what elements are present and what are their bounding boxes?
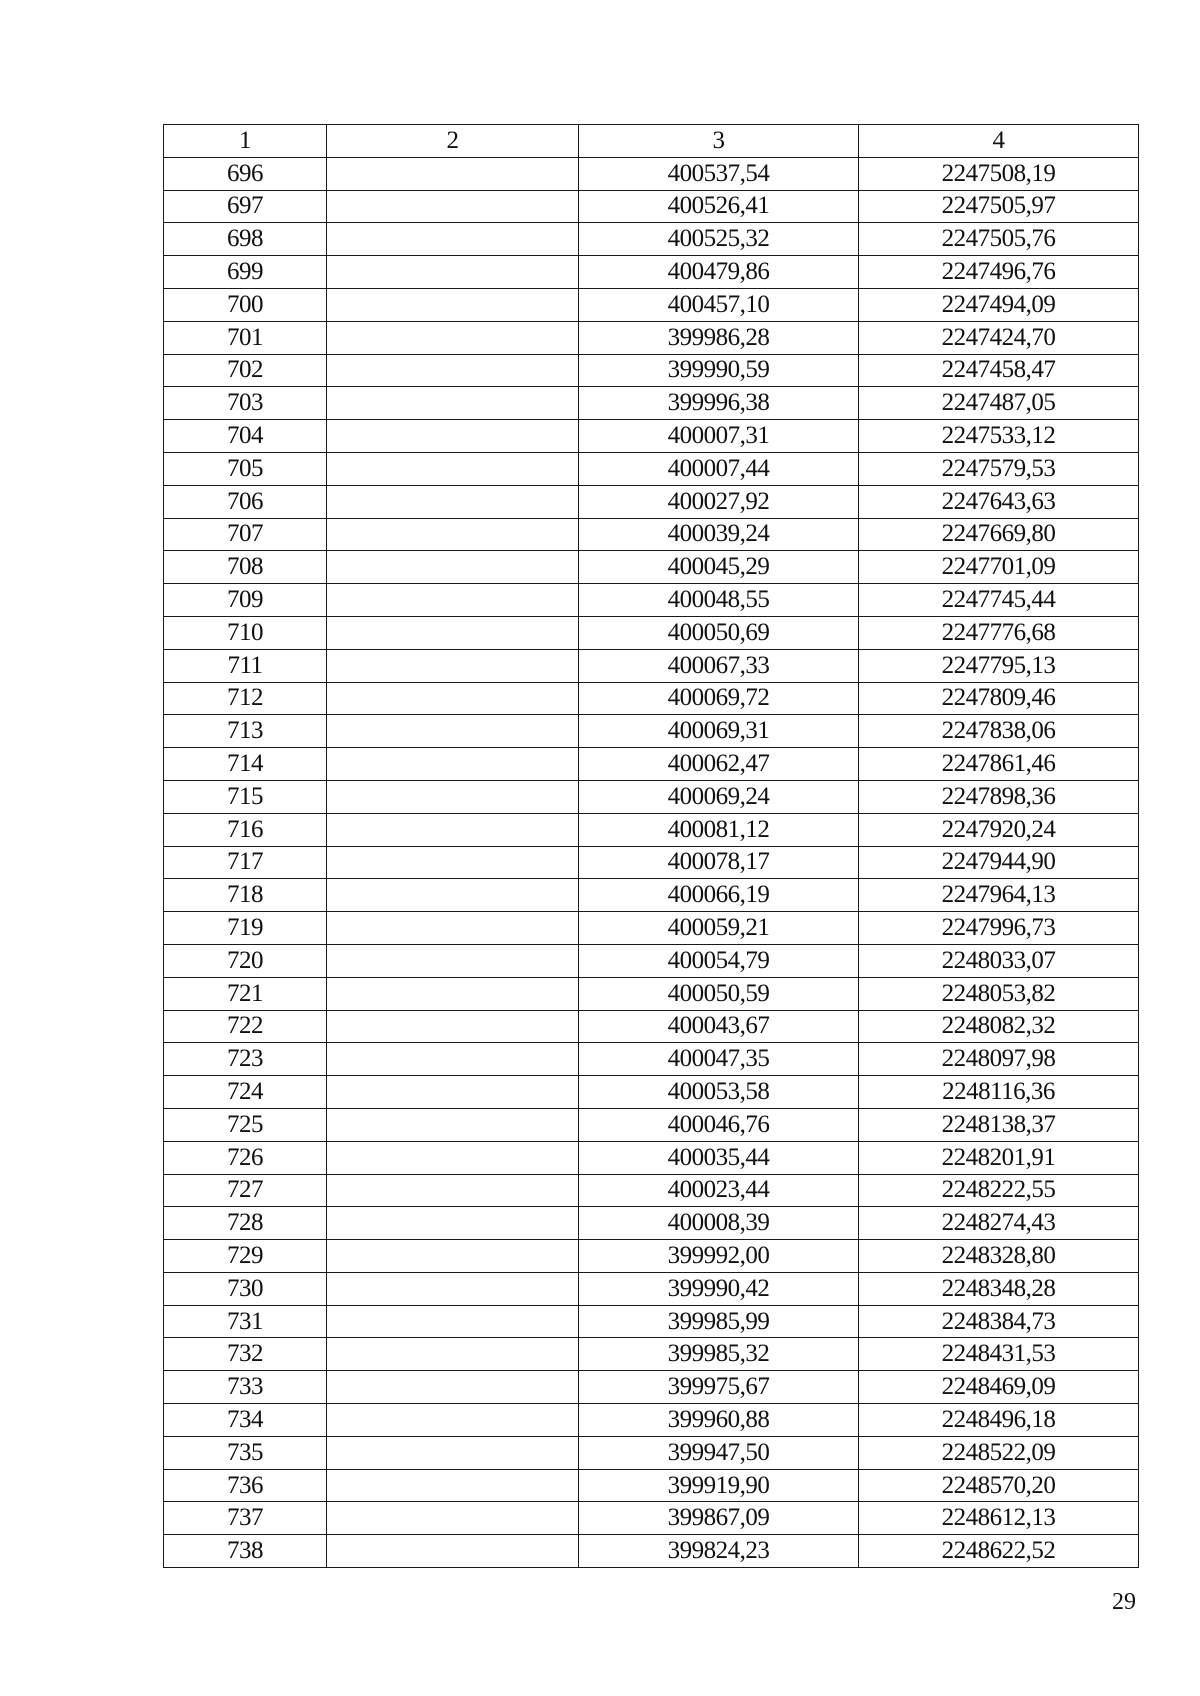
table-row (164, 977, 1139, 1010)
point-number-cell: 730 (164, 1272, 327, 1305)
x-coordinate-cell: 400023,44 (579, 1174, 859, 1207)
y-coordinate-cell: 2248082,32 (859, 1010, 1139, 1043)
x-coordinate-cell: 400059,21 (579, 912, 859, 945)
description-cell (327, 518, 579, 551)
point-number-cell: 716 (164, 813, 327, 846)
point-number-cell: 708 (164, 551, 327, 584)
y-coordinate-cell: 2248222,55 (859, 1174, 1139, 1207)
description-cell (327, 715, 579, 748)
y-coordinate-cell: 2247505,97 (859, 190, 1139, 223)
description-cell (327, 616, 579, 649)
table-row (164, 387, 1139, 420)
y-coordinate-cell: 2247838,06 (859, 715, 1139, 748)
description-cell (327, 682, 579, 715)
x-coordinate-cell: 400053,58 (579, 1076, 859, 1109)
table-row (164, 616, 1139, 649)
description-cell (327, 1535, 579, 1568)
y-coordinate-cell: 2247861,46 (859, 748, 1139, 781)
description-cell (327, 190, 579, 223)
y-coordinate-cell: 2247944,90 (859, 846, 1139, 879)
point-number-cell: 724 (164, 1076, 327, 1109)
description-cell (327, 1305, 579, 1338)
description-cell (327, 420, 579, 453)
point-number-cell: 705 (164, 452, 327, 485)
table-row (164, 157, 1139, 190)
table-row (164, 748, 1139, 781)
y-coordinate-cell: 2247487,05 (859, 387, 1139, 420)
x-coordinate-cell: 399986,28 (579, 321, 859, 354)
point-number-cell: 737 (164, 1502, 327, 1535)
point-number-cell: 727 (164, 1174, 327, 1207)
x-coordinate-cell: 399985,32 (579, 1338, 859, 1371)
table-row (164, 780, 1139, 813)
point-number-cell: 723 (164, 1043, 327, 1076)
description-cell (327, 748, 579, 781)
point-number-cell: 732 (164, 1338, 327, 1371)
point-number-cell: 728 (164, 1207, 327, 1240)
y-coordinate-cell: 2247776,68 (859, 616, 1139, 649)
x-coordinate-cell: 400069,72 (579, 682, 859, 715)
point-number-cell: 709 (164, 584, 327, 617)
x-coordinate-cell: 400069,24 (579, 780, 859, 813)
description-cell (327, 354, 579, 387)
description-cell (327, 1469, 579, 1502)
table-row (164, 256, 1139, 289)
x-coordinate-cell: 400062,47 (579, 748, 859, 781)
x-coordinate-cell: 400007,44 (579, 452, 859, 485)
x-coordinate-cell: 400067,33 (579, 649, 859, 682)
description-cell (327, 944, 579, 977)
page-number: 29 (1112, 1589, 1136, 1615)
y-coordinate-cell: 2248201,91 (859, 1141, 1139, 1174)
table-header-row (164, 125, 1139, 158)
y-coordinate-cell: 2247920,24 (859, 813, 1139, 846)
x-coordinate-cell: 399919,90 (579, 1469, 859, 1502)
y-coordinate-cell: 2248612,13 (859, 1502, 1139, 1535)
point-number-cell: 706 (164, 485, 327, 518)
table-row (164, 518, 1139, 551)
point-number-cell: 736 (164, 1469, 327, 1502)
y-coordinate-cell: 2248496,18 (859, 1404, 1139, 1437)
description-cell (327, 321, 579, 354)
column-header-4: 4 (859, 125, 1139, 158)
description-cell (327, 256, 579, 289)
table-row (164, 1502, 1139, 1535)
x-coordinate-cell: 400047,35 (579, 1043, 859, 1076)
point-number-cell: 704 (164, 420, 327, 453)
point-number-cell: 734 (164, 1404, 327, 1437)
point-number-cell: 719 (164, 912, 327, 945)
point-number-cell: 700 (164, 288, 327, 321)
description-cell (327, 551, 579, 584)
description-cell (327, 1502, 579, 1535)
description-cell (327, 1207, 579, 1240)
y-coordinate-cell: 2247996,73 (859, 912, 1139, 945)
x-coordinate-cell: 400050,59 (579, 977, 859, 1010)
point-number-cell: 722 (164, 1010, 327, 1043)
y-coordinate-cell: 2248570,20 (859, 1469, 1139, 1502)
x-coordinate-cell: 399824,23 (579, 1535, 859, 1568)
point-number-cell: 717 (164, 846, 327, 879)
x-coordinate-cell: 400039,24 (579, 518, 859, 551)
point-number-cell: 718 (164, 879, 327, 912)
point-number-cell: 712 (164, 682, 327, 715)
y-coordinate-cell: 2247745,44 (859, 584, 1139, 617)
point-number-cell: 725 (164, 1108, 327, 1141)
column-header-3: 3 (579, 125, 859, 158)
y-coordinate-cell: 2248348,28 (859, 1272, 1139, 1305)
y-coordinate-cell: 2247508,19 (859, 157, 1139, 190)
x-coordinate-cell: 400008,39 (579, 1207, 859, 1240)
description-cell (327, 846, 579, 879)
x-coordinate-cell: 400050,69 (579, 616, 859, 649)
y-coordinate-cell: 2248116,36 (859, 1076, 1139, 1109)
y-coordinate-cell: 2247643,63 (859, 485, 1139, 518)
description-cell (327, 1174, 579, 1207)
x-coordinate-cell: 399947,50 (579, 1436, 859, 1469)
x-coordinate-cell: 400027,92 (579, 485, 859, 518)
x-coordinate-cell: 400537,54 (579, 157, 859, 190)
description-cell (327, 157, 579, 190)
point-number-cell: 726 (164, 1141, 327, 1174)
x-coordinate-cell: 399985,99 (579, 1305, 859, 1338)
y-coordinate-cell: 2247809,46 (859, 682, 1139, 715)
table-row (164, 1535, 1139, 1568)
x-coordinate-cell: 400081,12 (579, 813, 859, 846)
point-number-cell: 699 (164, 256, 327, 289)
table-row (164, 1141, 1139, 1174)
x-coordinate-cell: 400045,29 (579, 551, 859, 584)
table-row (164, 846, 1139, 879)
y-coordinate-cell: 2248622,52 (859, 1535, 1139, 1568)
description-cell (327, 1141, 579, 1174)
x-coordinate-cell: 399992,00 (579, 1240, 859, 1273)
table-row (164, 485, 1139, 518)
point-number-cell: 729 (164, 1240, 327, 1273)
x-coordinate-cell: 400457,10 (579, 288, 859, 321)
x-coordinate-cell: 399960,88 (579, 1404, 859, 1437)
x-coordinate-cell: 399996,38 (579, 387, 859, 420)
description-cell (327, 485, 579, 518)
y-coordinate-cell: 2248274,43 (859, 1207, 1139, 1240)
description-cell (327, 977, 579, 1010)
table-row (164, 1338, 1139, 1371)
table-row (164, 551, 1139, 584)
table-row (164, 190, 1139, 223)
table-row (164, 1108, 1139, 1141)
point-number-cell: 714 (164, 748, 327, 781)
point-number-cell: 697 (164, 190, 327, 223)
y-coordinate-cell: 2248097,98 (859, 1043, 1139, 1076)
point-number-cell: 735 (164, 1436, 327, 1469)
x-coordinate-cell: 400035,44 (579, 1141, 859, 1174)
y-coordinate-cell: 2247505,76 (859, 223, 1139, 256)
description-cell (327, 1010, 579, 1043)
table-row (164, 944, 1139, 977)
description-cell (327, 1272, 579, 1305)
y-coordinate-cell: 2248053,82 (859, 977, 1139, 1010)
table-row (164, 1076, 1139, 1109)
description-cell (327, 912, 579, 945)
x-coordinate-cell: 400043,67 (579, 1010, 859, 1043)
description-cell (327, 1240, 579, 1273)
table-row (164, 1207, 1139, 1240)
table-row (164, 682, 1139, 715)
point-number-cell: 738 (164, 1535, 327, 1568)
x-coordinate-cell: 400066,19 (579, 879, 859, 912)
point-number-cell: 703 (164, 387, 327, 420)
x-coordinate-cell: 399990,59 (579, 354, 859, 387)
description-cell (327, 813, 579, 846)
x-coordinate-cell: 400007,31 (579, 420, 859, 453)
point-number-cell: 710 (164, 616, 327, 649)
description-cell (327, 584, 579, 617)
x-coordinate-cell: 399975,67 (579, 1371, 859, 1404)
description-cell (327, 452, 579, 485)
point-number-cell: 711 (164, 649, 327, 682)
y-coordinate-cell: 2247496,76 (859, 256, 1139, 289)
y-coordinate-cell: 2247579,53 (859, 452, 1139, 485)
y-coordinate-cell: 2248469,09 (859, 1371, 1139, 1404)
y-coordinate-cell: 2248431,53 (859, 1338, 1139, 1371)
table-row (164, 354, 1139, 387)
table-row (164, 1043, 1139, 1076)
table-row (164, 1305, 1139, 1338)
description-cell (327, 1108, 579, 1141)
table-row (164, 1010, 1139, 1043)
y-coordinate-cell: 2248033,07 (859, 944, 1139, 977)
table-row (164, 912, 1139, 945)
column-header-1: 1 (164, 125, 327, 158)
x-coordinate-cell: 400078,17 (579, 846, 859, 879)
x-coordinate-cell: 400069,31 (579, 715, 859, 748)
description-cell (327, 649, 579, 682)
point-number-cell: 720 (164, 944, 327, 977)
table-row (164, 879, 1139, 912)
y-coordinate-cell: 2247964,13 (859, 879, 1139, 912)
point-number-cell: 698 (164, 223, 327, 256)
description-cell (327, 288, 579, 321)
point-number-cell: 696 (164, 157, 327, 190)
table-row (164, 584, 1139, 617)
y-coordinate-cell: 2247898,36 (859, 780, 1139, 813)
description-cell (327, 1043, 579, 1076)
description-cell (327, 387, 579, 420)
description-cell (327, 1371, 579, 1404)
point-number-cell: 715 (164, 780, 327, 813)
x-coordinate-cell: 400048,55 (579, 584, 859, 617)
point-number-cell: 731 (164, 1305, 327, 1338)
description-cell (327, 223, 579, 256)
table-row (164, 1272, 1139, 1305)
column-header-2: 2 (327, 125, 579, 158)
table-row (164, 1174, 1139, 1207)
x-coordinate-cell: 400054,79 (579, 944, 859, 977)
table-row (164, 288, 1139, 321)
x-coordinate-cell: 400525,32 (579, 223, 859, 256)
table-row (164, 452, 1139, 485)
point-number-cell: 733 (164, 1371, 327, 1404)
description-cell (327, 879, 579, 912)
y-coordinate-cell: 2247424,70 (859, 321, 1139, 354)
table-row (164, 420, 1139, 453)
y-coordinate-cell: 2247458,47 (859, 354, 1139, 387)
x-coordinate-cell: 399867,09 (579, 1502, 859, 1535)
point-number-cell: 702 (164, 354, 327, 387)
point-number-cell: 701 (164, 321, 327, 354)
table-row (164, 223, 1139, 256)
description-cell (327, 780, 579, 813)
table-row (164, 1469, 1139, 1502)
y-coordinate-cell: 2247669,80 (859, 518, 1139, 551)
table-row (164, 813, 1139, 846)
x-coordinate-cell: 400046,76 (579, 1108, 859, 1141)
table-body (164, 157, 1139, 1567)
table-row (164, 715, 1139, 748)
point-number-cell: 707 (164, 518, 327, 551)
y-coordinate-cell: 2247533,12 (859, 420, 1139, 453)
table-row (164, 321, 1139, 354)
x-coordinate-cell: 399990,42 (579, 1272, 859, 1305)
point-number-cell: 713 (164, 715, 327, 748)
table-row (164, 649, 1139, 682)
y-coordinate-cell: 2248522,09 (859, 1436, 1139, 1469)
table-row (164, 1404, 1139, 1437)
description-cell (327, 1076, 579, 1109)
table-row (164, 1436, 1139, 1469)
point-number-cell: 721 (164, 977, 327, 1010)
y-coordinate-cell: 2247494,09 (859, 288, 1139, 321)
y-coordinate-cell: 2248138,37 (859, 1108, 1139, 1141)
table-row (164, 1240, 1139, 1273)
coordinates-table (163, 124, 1139, 1568)
y-coordinate-cell: 2248384,73 (859, 1305, 1139, 1338)
x-coordinate-cell: 400479,86 (579, 256, 859, 289)
table-row (164, 1371, 1139, 1404)
y-coordinate-cell: 2248328,80 (859, 1240, 1139, 1273)
y-coordinate-cell: 2247701,09 (859, 551, 1139, 584)
x-coordinate-cell: 400526,41 (579, 190, 859, 223)
description-cell (327, 1338, 579, 1371)
description-cell (327, 1436, 579, 1469)
y-coordinate-cell: 2247795,13 (859, 649, 1139, 682)
description-cell (327, 1404, 579, 1437)
